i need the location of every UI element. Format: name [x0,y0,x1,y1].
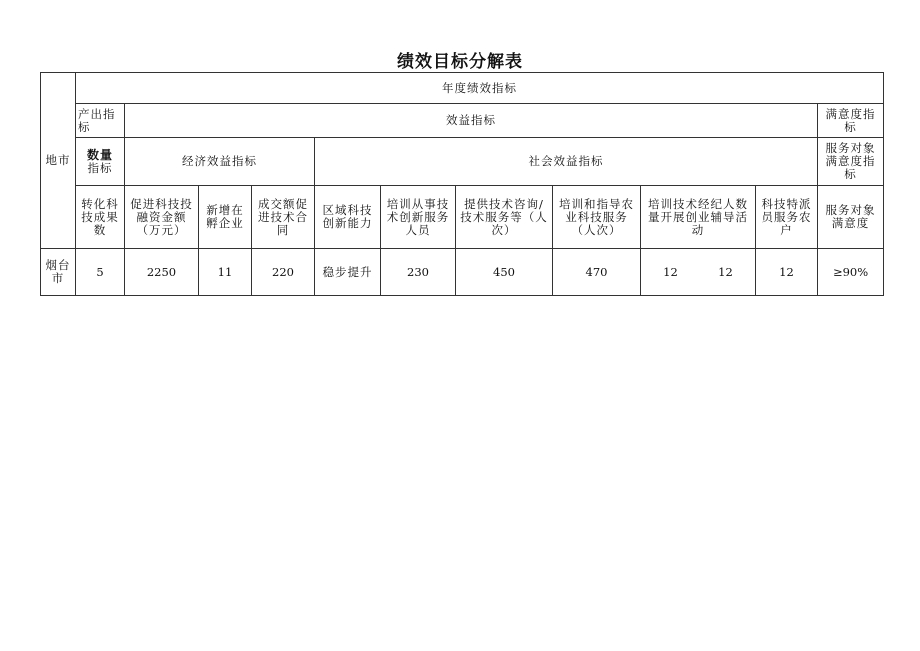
column-header: 培训从事技术创新服务人员 [381,186,456,249]
performance-target-table [40,72,884,296]
table-cell-value: 12 [718,264,733,279]
table-cell: 230 [381,249,456,296]
column-header: 新增在孵企业 [199,186,252,249]
table-cell: 450 [456,249,553,296]
service-satisfaction-header: 服务对象满意度指标 [818,138,884,186]
column-header: 服务对象满意度 [818,186,884,249]
table-cell: 5 [76,249,125,296]
social-benefit-header: 社会效益指标 [315,138,818,186]
column-header: 区域科技创新能力 [315,186,381,249]
table-cell: 11 [199,249,252,296]
quantity-indicator-header [76,138,125,186]
column-header: 科技特派员服务农户 [756,186,818,249]
satisfaction-indicator-header: 满意度指标 [818,104,884,138]
table-cell [641,249,756,296]
benefit-indicator-header: 效益指标 [125,104,818,138]
economic-benefit-header: 经济效益指标 [125,138,315,186]
column-header: 培训技术经纪人数量开展创业辅导活动 [641,186,756,249]
table-cell: 220 [252,249,315,296]
region-header: 地市 [41,73,76,249]
page-title: 绩效目标分解表 [397,52,523,72]
annual-indicator-header: 年度绩效指标 [76,73,884,104]
region-cell: 烟台市 [41,249,76,296]
column-header: 培训和指导农业科技服务（人次） [553,186,641,249]
quantity-label: 数量 [86,147,113,162]
table-cell: 470 [553,249,641,296]
table-cell: 稳步提升 [315,249,381,296]
column-header: 促进科技投融资金额（万元） [125,186,199,249]
output-indicator-header: 产出指标 [76,104,125,138]
column-header: 转化科技成果数 [76,186,125,249]
quantity-sub-label: 指标 [87,160,113,175]
table-cell: 12 [756,249,818,296]
table-cell: ≥90% [818,249,884,296]
table-cell-value: 12 [663,264,678,279]
column-header: 成交额促进技术合同 [252,186,315,249]
column-header: 提供技术咨询/技术服务等（人次） [456,186,553,249]
table-cell: 2250 [125,249,199,296]
